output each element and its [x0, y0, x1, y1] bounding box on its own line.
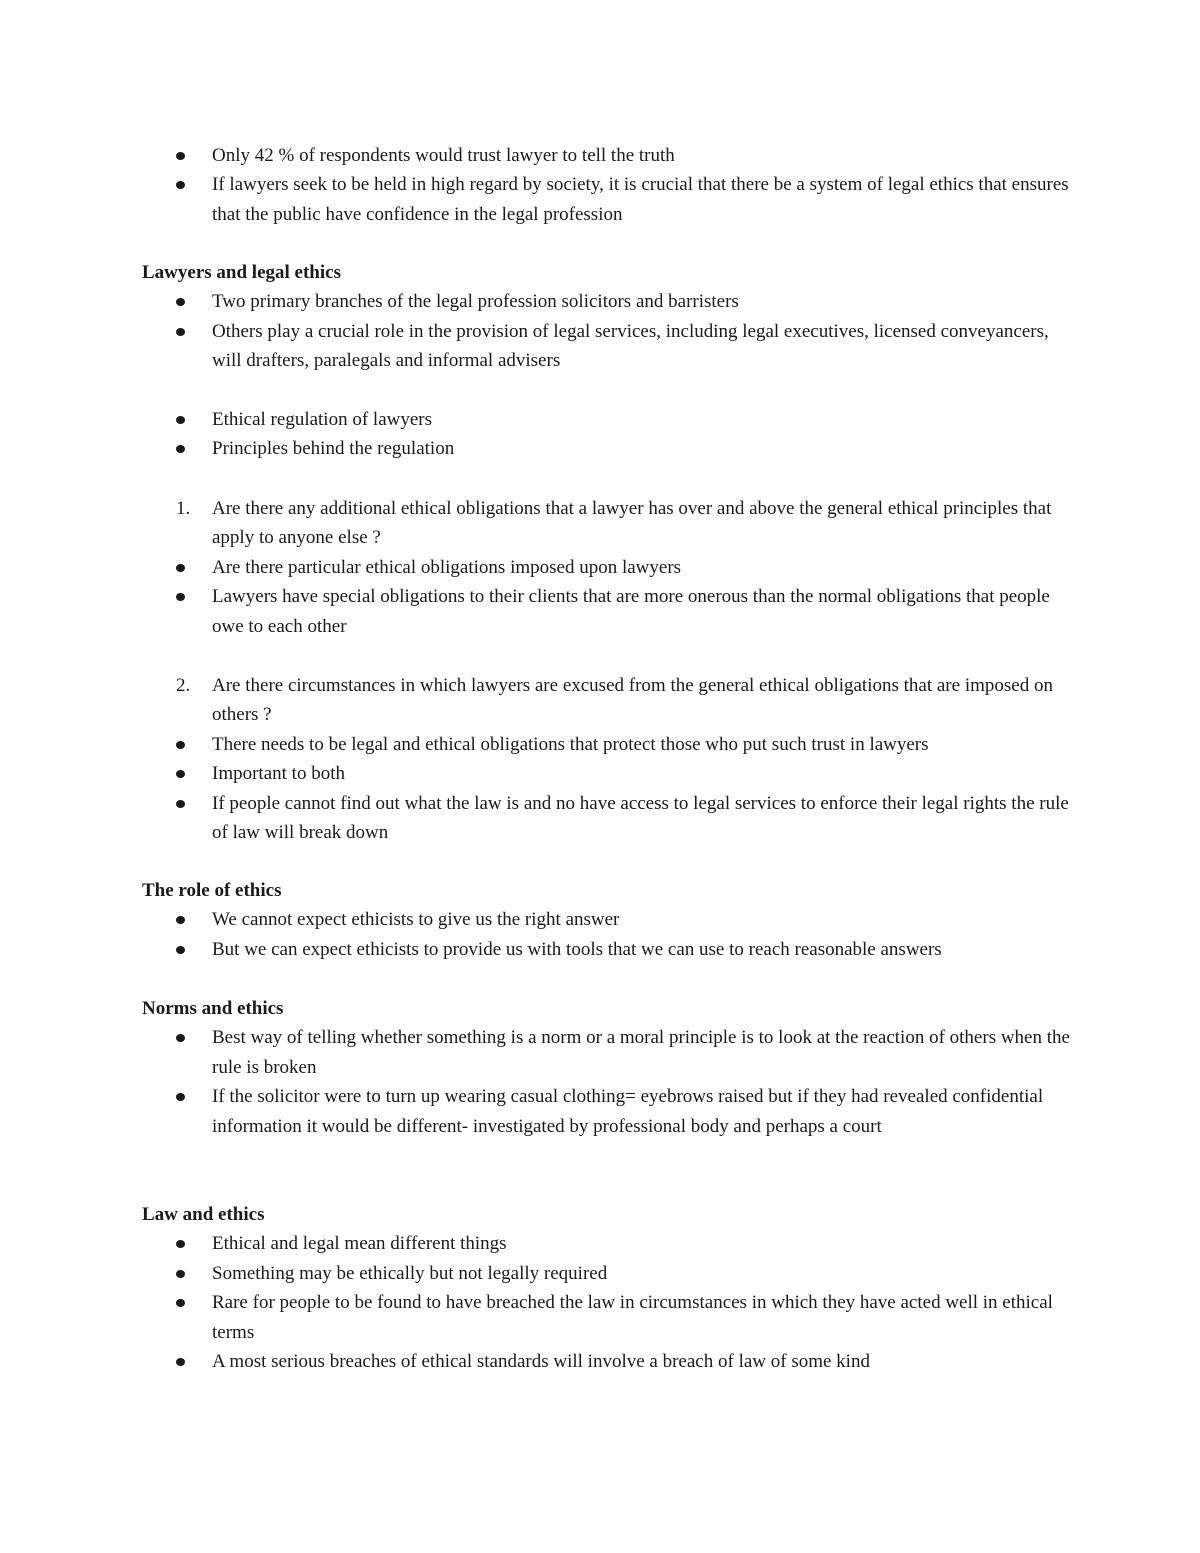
bullet-icon [176, 1240, 185, 1248]
list-item-text: Lawyers have special obligations to their clients that are more onerous than the normal obligations that people owe to each other [212, 586, 1050, 637]
list-item-text: If lawyers seek to be held in high regard by society, it is crucial that there be a system of legal ethics that ensures that the public have confidence in the legal profession [212, 174, 1069, 225]
list-item-text: We cannot expect ethicists to give us the right answer [212, 909, 620, 931]
intro-list [142, 141, 1072, 229]
bullet-icon [176, 916, 185, 924]
list-item [142, 582, 1072, 641]
section-heading: Law and ethics [142, 1204, 265, 1225]
list-item [142, 730, 1072, 759]
list-item [142, 759, 1072, 788]
item-number: 1. [176, 498, 191, 519]
bullet-icon [176, 416, 185, 424]
bullet-icon [176, 445, 185, 453]
list-item [142, 405, 1072, 434]
list-item-text: But we can expect ethicists to provide us with tools that we can use to reach reasonable answers [212, 938, 942, 960]
bullet-icon [176, 770, 185, 778]
section-law [142, 1200, 1072, 1376]
section-lawyers [142, 258, 1072, 376]
list-item-text: Only 42 % of respondents would trust lawyer to tell the truth [212, 145, 675, 166]
list-item [142, 434, 1072, 463]
bullet-icon [176, 564, 185, 572]
question-text: Are there circumstances in which lawyers are excused from the general ethical obligations that are imposed on others ? [212, 675, 1053, 726]
list-item-text: Are there particular ethical obligations imposed upon lawyers [212, 556, 682, 578]
list-item [142, 1082, 1072, 1141]
section-heading: The role of ethics [142, 880, 282, 901]
list-item-text: If people cannot find out what the law is and no have access to legal services to enforce their legal rights the rule of law will break down [212, 792, 1069, 844]
bullet-icon [176, 1270, 185, 1278]
list-item-text: Principles behind the regulation [212, 438, 455, 460]
list-item [142, 789, 1072, 848]
list-item [142, 141, 1072, 170]
bullet-icon [176, 1358, 185, 1366]
list-item [142, 905, 1072, 934]
list-item [142, 935, 1072, 964]
list-item [142, 1347, 1072, 1376]
section-heading: Lawyers and legal ethics [142, 262, 341, 283]
list-item [142, 1288, 1072, 1347]
list-item-text: Rare for people to be found to have breached the law in circumstances in which they have acted well in ethical terms [212, 1292, 1053, 1343]
list-item-text: Others play a crucial role in the provision of legal services, including legal executives, licensed conveyancers, will drafters, paralegals and informal advisers [212, 320, 1049, 372]
list-item-text: There needs to be legal and ethical obligations that protect those who put such trust in lawyers [212, 733, 929, 755]
item-number: 2. [176, 675, 191, 696]
bullet-icon [176, 328, 185, 336]
list-item [142, 1023, 1072, 1082]
list-item-text: Ethical and legal mean different things [212, 1233, 507, 1255]
bullet-icon [176, 741, 185, 749]
bullet-icon [176, 946, 185, 954]
list-item-text: If the solicitor were to turn up wearing casual clothing= eyebrows raised but if they had revealed confidential information it would be different- investigated by professional body and perhaps a court [212, 1086, 1044, 1137]
list-item-text: Important to both [212, 763, 345, 785]
list-item-text: Best way of telling whether something is a norm or a moral principle is to look at the reaction of others when the rule is broken [212, 1027, 1070, 1078]
list-item-text: A most serious breaches of ethical standards will involve a breach of law of some kind [212, 1351, 870, 1373]
section-role [142, 876, 1072, 964]
bullet-icon [176, 298, 185, 306]
question-text: Are there any additional ethical obligations that a lawyer has over and above the general ethical principles that apply to anyone else ? [212, 498, 1052, 549]
list-item [142, 287, 1072, 316]
numbered-item [142, 494, 1072, 553]
list-item-text: Something may be ethically but not legally required [212, 1262, 608, 1284]
list-item [142, 1259, 1072, 1288]
section-norms [142, 994, 1072, 1141]
list-item [142, 317, 1072, 376]
list-item [142, 553, 1072, 582]
list-item [142, 1229, 1072, 1258]
bullet-icon [176, 181, 185, 189]
bullet-icon [176, 1093, 185, 1101]
list-item [142, 170, 1072, 229]
bullet-icon [176, 1299, 185, 1307]
question-2 [142, 671, 1072, 847]
section-heading: Norms and ethics [142, 998, 284, 1019]
numbered-item [142, 671, 1072, 730]
bullet-icon [176, 1034, 185, 1042]
question-1 [142, 494, 1072, 641]
bullet-icon [176, 152, 185, 160]
section-lawyers-list-2 [142, 405, 1072, 464]
bullet-icon [176, 593, 185, 601]
bullet-icon [176, 800, 185, 808]
list-item-text: Ethical regulation of lawyers [212, 409, 433, 430]
list-item-text: Two primary branches of the legal profession solicitors and barristers [212, 291, 739, 313]
